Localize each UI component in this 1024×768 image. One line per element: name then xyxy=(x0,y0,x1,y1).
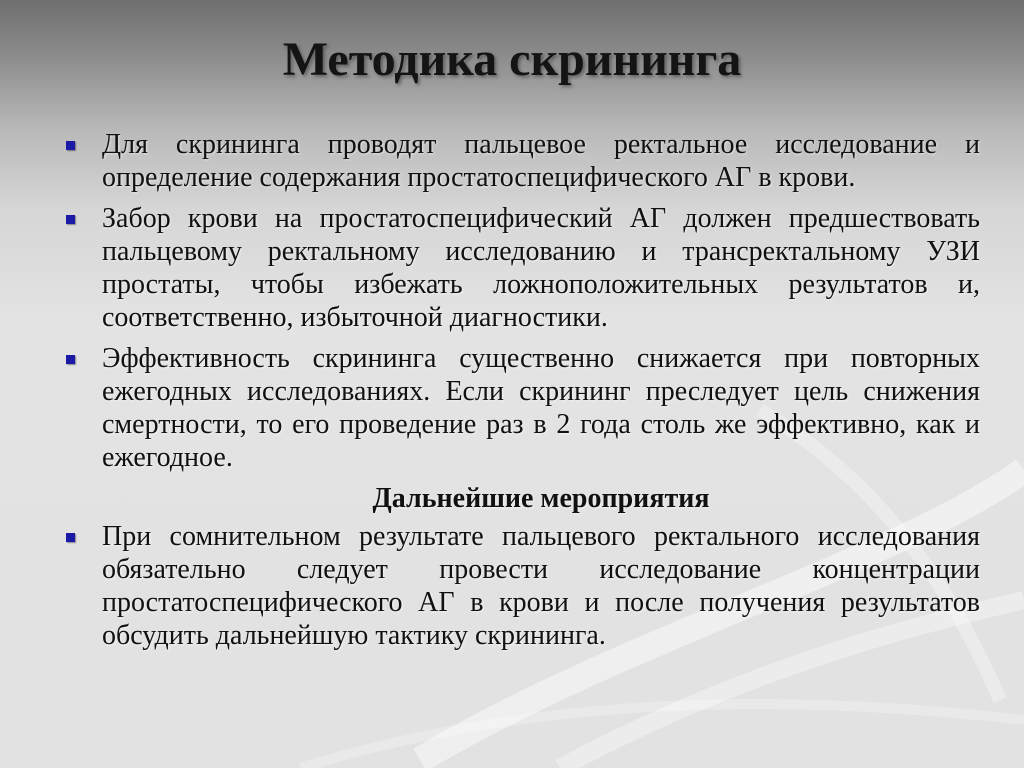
square-bullet-icon xyxy=(66,215,75,224)
bullet-item xyxy=(62,520,980,652)
square-bullet-icon xyxy=(66,533,75,542)
bullet-text: Эффективность скрининга существенно снижается при повторных ежегодных исследованиях. Если скрининг преследует цель снижения смертности, то его проведение раз в 2 года столь же эффективно, как и ежегодное. xyxy=(102,343,980,473)
bullet-item xyxy=(62,202,980,334)
slide-title: Методика скрининга xyxy=(282,33,742,86)
bullet-item xyxy=(62,342,980,474)
bullet-item xyxy=(62,128,980,194)
bullet-text: При сомнительном результате пальцевого ректального исследования обязательно следует провести исследование концентрации простатоспецифического АГ в крови и после получения результатов обсудить дальнейшую тактику скрининга. xyxy=(102,521,980,651)
bullet-text: Забор крови на простатоспецифический АГ должен предшествовать пальцевому ректальному исследованию и трансректальному УЗИ простаты, чтобы избежать ложноположительных результатов и, соответственно, избыточной диагностики. xyxy=(102,203,980,333)
slide-content xyxy=(62,128,980,660)
square-bullet-icon xyxy=(66,141,75,150)
section-subheading: Дальнейшие мероприятия xyxy=(372,483,710,514)
bullet-text: Для скрининга проводят пальцевое ректальное исследование и определение содержания простатоспецифического АГ в крови. xyxy=(102,129,980,193)
square-bullet-icon xyxy=(66,355,75,364)
